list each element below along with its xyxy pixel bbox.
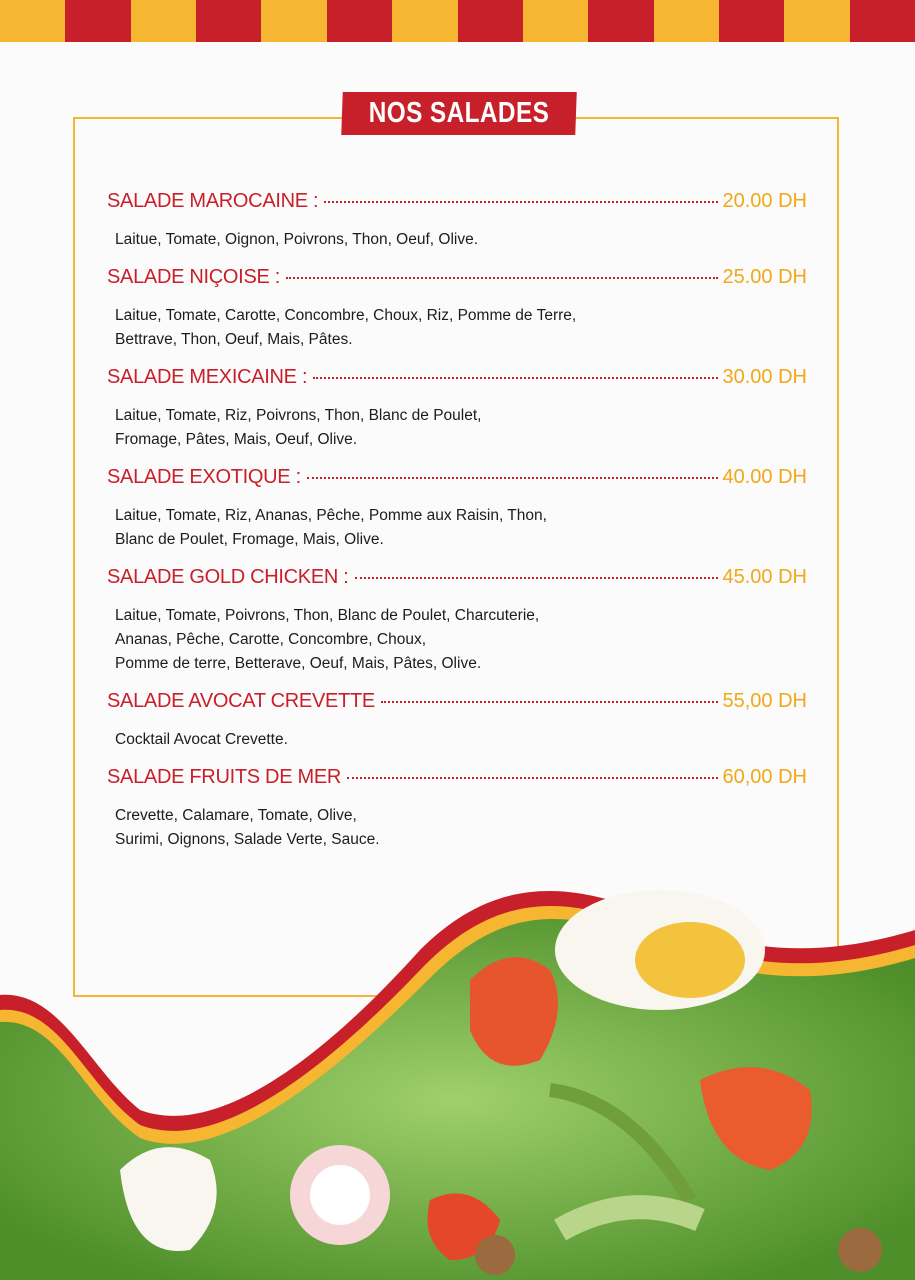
description-line: Surimi, Oignons, Salade Verte, Sauce. (115, 831, 380, 848)
menu-item-price: 45.00 DH (722, 566, 807, 588)
dot-leader (307, 477, 718, 479)
menu-item-name: SALADE AVOCAT CREVETTE (107, 690, 375, 712)
salad-menu-list (107, 190, 807, 866)
menu-item (107, 466, 807, 552)
menu-item (107, 766, 807, 852)
description-line: Laitue, Tomate, Oignon, Poivrons, Thon, Oeuf, Olive. (115, 231, 479, 248)
menu-item-header (107, 366, 807, 398)
menu-item (107, 366, 807, 452)
menu-item-name: SALADE NIÇOISE : (107, 266, 281, 288)
description-line: Fromage, Pâtes, Mais, Oeuf, Olive. (115, 431, 358, 448)
dot-leader (355, 577, 718, 579)
menu-item (107, 566, 807, 676)
menu-item-description (115, 604, 807, 676)
menu-item-name: SALADE MAROCAINE : (107, 190, 319, 212)
dot-leader (324, 201, 717, 203)
menu-item-header (107, 466, 807, 498)
menu-item-price: 60,00 DH (722, 766, 807, 788)
menu-item-price: 30.00 DH (722, 366, 807, 388)
menu-item-price: 55,00 DH (722, 690, 807, 712)
menu-item-price: 40.00 DH (722, 466, 807, 488)
description-line: Pomme de terre, Betterave, Oeuf, Mais, Pâtes, Olive. (115, 655, 482, 672)
menu-item-description (115, 228, 807, 252)
menu-item-header (107, 690, 807, 722)
description-line: Blanc de Poulet, Fromage, Mais, Olive. (115, 531, 384, 548)
menu-item-header (107, 566, 807, 598)
menu-item-header (107, 190, 807, 222)
menu-item-description (115, 504, 807, 552)
description-line: Laitue, Tomate, Riz, Ananas, Pêche, Pomme aux Raisin, Thon, (115, 507, 547, 524)
dot-leader (313, 377, 717, 379)
menu-item-header (107, 266, 807, 298)
salad-photo-decoration (0, 870, 915, 1280)
menu-item (107, 190, 807, 252)
top-checker-stripe (0, 0, 915, 42)
dot-leader (381, 701, 718, 703)
page-title: NOS SALADES (368, 97, 550, 129)
menu-item-price: 20.00 DH (722, 190, 807, 212)
description-line: Laitue, Tomate, Riz, Poivrons, Thon, Blanc de Poulet, (115, 407, 482, 424)
description-line: Laitue, Tomate, Carotte, Concombre, Choux, Riz, Pomme de Terre, (115, 307, 577, 324)
description-line: Bettrave, Thon, Oeuf, Mais, Pâtes. (115, 331, 353, 348)
menu-item-description (115, 404, 807, 452)
menu-item-header (107, 766, 807, 798)
menu-item-description (115, 728, 807, 752)
description-line: Ananas, Pêche, Carotte, Concombre, Choux, (115, 631, 427, 648)
menu-item-name: SALADE GOLD CHICKEN : (107, 566, 349, 588)
menu-item (107, 690, 807, 752)
description-line: Cocktail Avocat Crevette. (115, 731, 288, 748)
description-line: Crevette, Calamare, Tomate, Olive, (115, 807, 357, 824)
dot-leader (286, 277, 717, 279)
menu-item-name: SALADE MEXICAINE : (107, 366, 308, 388)
menu-item-price: 25.00 DH (722, 266, 807, 288)
menu-item (107, 266, 807, 352)
menu-item-description (115, 804, 807, 852)
menu-item-description (115, 304, 807, 352)
dot-leader (347, 777, 717, 779)
menu-item-name: SALADE EXOTIQUE : (107, 466, 301, 488)
menu-item-name: SALADE FRUITS DE MER (107, 766, 342, 788)
description-line: Laitue, Tomate, Poivrons, Thon, Blanc de Poulet, Charcuterie, (115, 607, 540, 624)
